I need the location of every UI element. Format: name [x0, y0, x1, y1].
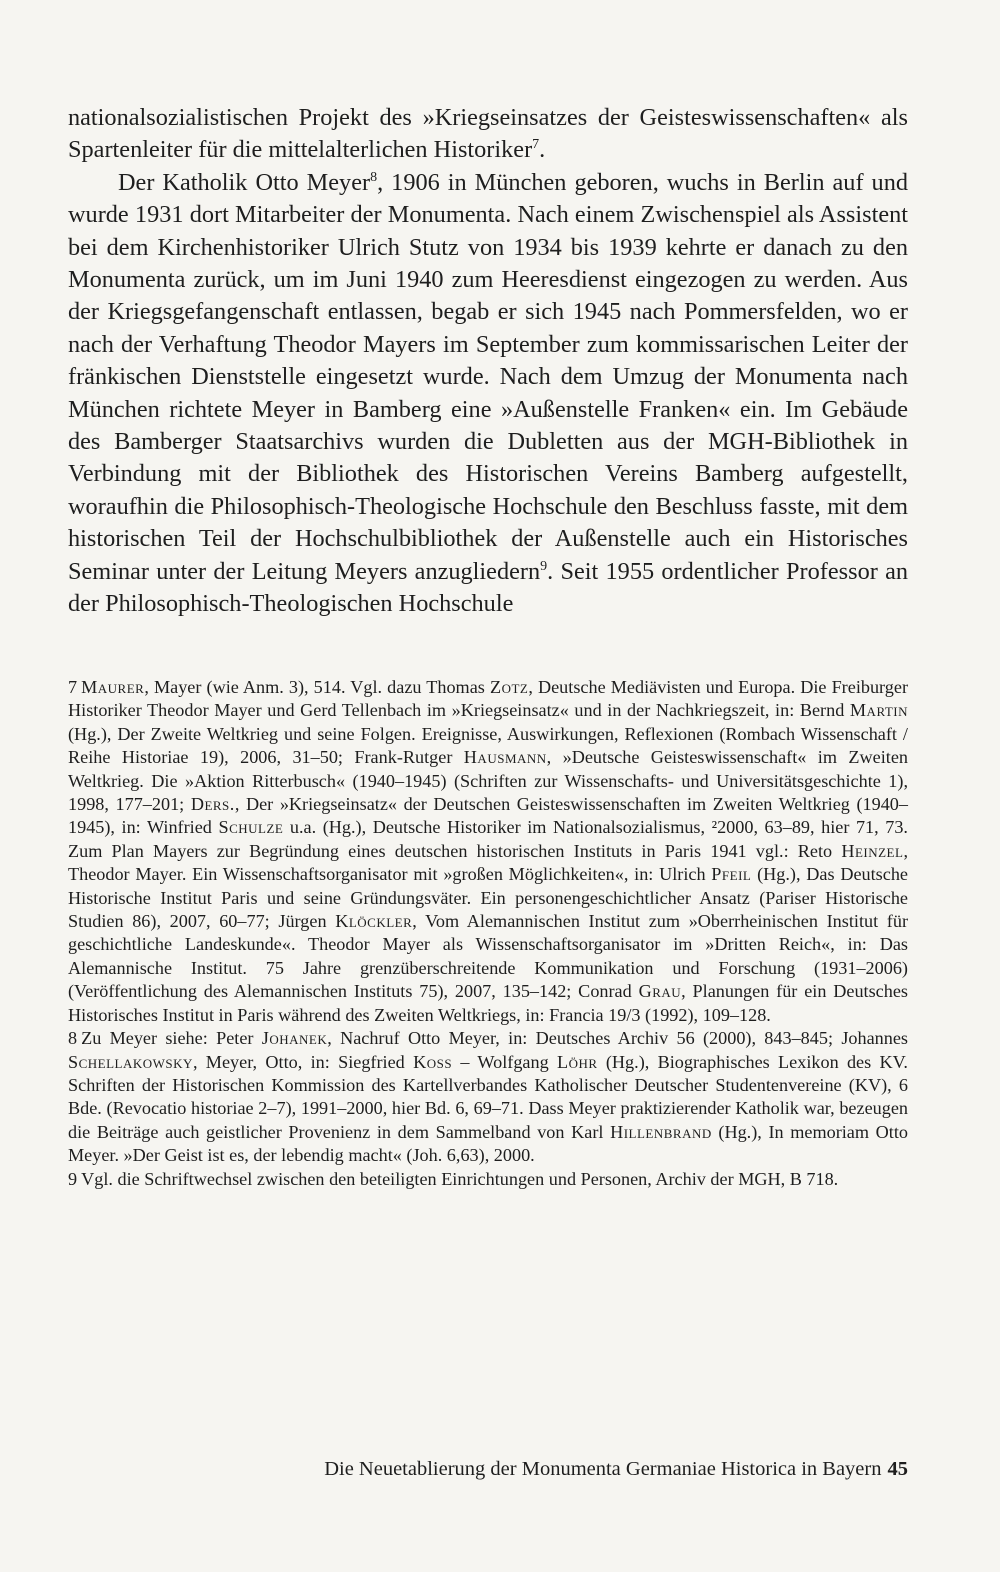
- author-name: Schellakowsky: [68, 1051, 193, 1072]
- footnote-reference-8[interactable]: 8: [370, 169, 378, 185]
- footnote-text: (Hg.), In memoriam Otto Meyer. »Der Geist ist es, der lebendig macht« (Joh. 6,63), 2000.: [68, 1121, 908, 1166]
- footnote-number: 7: [68, 677, 78, 697]
- footnote-text: , Mayer (wie Anm. 3), 514. Vgl. dazu Thomas: [144, 677, 490, 697]
- footnote-text: Zu Meyer siehe: Peter: [81, 1028, 262, 1049]
- book-page: [68, 102, 908, 1502]
- footnote-9: [68, 1168, 908, 1191]
- footnote-8: [68, 1027, 908, 1167]
- footnote-text: , Meyer, Otto, in: Siegfried: [192, 1051, 414, 1072]
- footnote-text: – Wolfgang: [452, 1051, 557, 1072]
- footnote-reference-9[interactable]: 9: [540, 558, 548, 574]
- footnote-text: , Vom Alemannischen Institut zum »Oberrheinischen Institut für geschichtliche Landeskunde«. Theodor Mayer als Wissenschaftsorganisator im »Dritten Reich«, in: Das Alemannische Institut. 75 Jahre grenzüberschreitende Kommunikation und Forschung (1931–2006) (Veröffentlichung des Alemannischen Instituts 75), 2007, 135–142; Conrad: [68, 911, 908, 1002]
- footnote-text: , Theodor Mayer. Ein Wissenschaftsorganisator mit »großen Möglichkeiten«, in: Ulrich: [68, 840, 908, 885]
- footnote-text: , »Deutsche Geisteswissenschaft« im Zweiten Weltkrieg. Die »Aktion Ritterbusch« (1940–1945) (Schriften zur Wissenschafts- und Universitätsgeschichte 1), 1998, 177–201;: [68, 747, 908, 815]
- running-footer: [68, 1458, 908, 1481]
- author-name: Maurer: [81, 677, 145, 697]
- running-title: Die Neuetablierung der Monumenta Germaniae Historica in Bayern: [324, 1458, 882, 1480]
- footnote-text: (Hg.), Der Zweite Weltkrieg und seine Folgen. Ereignisse, Auswirkungen, Reflexionen (Rombach Wissenschaft / Reihe Historiae 19), 2006, 31–50; Frank-Rutger: [68, 723, 908, 768]
- footnote-text: (Hg.), Das Deutsche Historische Institut Paris und seine Gründungsväter. Ein personengeschichtlicher Ansatz (Pariser Historische Studien 86), 2007, 60–77; Jürgen: [68, 864, 908, 932]
- author-name: Johanek: [261, 1028, 328, 1049]
- author-name: Grau: [638, 981, 682, 1002]
- footnote-number: 9: [68, 1168, 78, 1189]
- paragraph-1: nationalsozialistischen Projekt des »Kriegseinsatzes der Geisteswissenschaften« als Spartenleiter für die mittelalterlichen Historiker$^7$.: [68, 104, 908, 164]
- main-text: [68, 102, 908, 621]
- footnote-number: 8: [68, 1028, 78, 1049]
- footnote-text: , Deutsche Mediävisten und Europa. Die Freiburger Historiker Theodor Mayer und Gerd Tellenbach im »Kriegseinsatz« und in der Nachkriegszeit, in: Bernd: [68, 677, 909, 721]
- footnote-7: [68, 676, 908, 1027]
- footnote-text: u.a. (Hg.), Deutsche Historiker im Nationalsozialismus, ²2000, 63–89, hier 71, 73. Zum Plan Mayers zur Begründung eines deutschen historischen Instituts in Paris 1941 vgl.: Reto: [68, 817, 908, 861]
- author-name: Hillenbrand: [610, 1121, 712, 1142]
- footnote-text: (Hg.), Biographisches Lexikon des KV. Schriften der Historischen Kommission des Kartellverbandes Katholischer Deutscher Studentenvereine (KV), 6 Bde. (Revocatio historiae 2–7), 1991–2000, hier Bd. 6, 69–71. Dass Meyer praktizierender Katholik war, bezeugen die Beiträge auch geistlicher Provenienz in dem Sammelband von Karl: [68, 1051, 908, 1142]
- page-number: 45: [887, 1458, 908, 1480]
- author-name: Heinzel: [841, 840, 904, 861]
- author-name: Hausmann: [463, 747, 547, 768]
- footnote-text: , Planungen für ein Deutsches Historisches Institut in Paris während des Zweiten Weltkriegs, in: Francia 19/3 (1992), 109–128.: [68, 981, 908, 1025]
- footnote-text: Vgl. die Schriftwechsel zwischen den beteiligten Einrichtungen und Personen, Archiv der MGH, B 718.: [81, 1168, 839, 1189]
- footnotes-section: [68, 676, 908, 1191]
- footnote-text: , Der »Kriegseinsatz« der Deutschen Geisteswissenschaften im Zweiten Weltkrieg (1940–1945), in: Winfried: [68, 794, 908, 838]
- author-name: Koss: [413, 1051, 453, 1072]
- author-name: Pfeil: [711, 864, 752, 885]
- author-name: Zotz: [489, 677, 529, 697]
- author-name: Löhr: [557, 1051, 598, 1072]
- author-name: Schulze: [218, 817, 284, 838]
- footnote-text: , Nachruf Otto Meyer, in: Deutsches Archiv 56 (2000), 843–845; Johannes: [327, 1028, 908, 1049]
- footnote-reference-7[interactable]: 7: [532, 137, 540, 153]
- author-name: Klöckler: [335, 911, 413, 932]
- author-name: Ders.: [190, 794, 235, 815]
- paragraph-2: Der Katholik Otto Meyer$^8$, 1906 in München geboren, wuchs in Berlin auf und wurde 1931 dort Mitarbeiter der Monumenta. Nach einem Zwischenspiel als Assistent bei dem Kirchenhistoriker Ulrich Stutz von 1934 bis 1939 kehrte er danach zu den Monumenta zurück, um im Juni 1940 zum Heeresdienst eingezogen zu werden. Aus der Kriegsgefangenschaft entlassen, begab er sich 1945 nach Pommersfelden, wo er nach der Verhaftung Theodor Mayers im September zum kommissarischen Leiter der fränkischen Dienststelle eingesetzt wurde. Nach dem Umzug der Monumenta nach München richtete Meyer in Bamberg eine »Außenstelle Franken« ein. Im Gebäude des Bamberger Staatsarchivs wurden die Dubletten aus der MGH-Bibliothek in Verbindung mit der Bibliothek des Historischen Vereins Bamberg aufgestellt, woraufhin die Philosophisch-Theologische Hochschule den Beschluss fasste, mit dem historischen Teil der Hochschulbibliothek der Außenstelle auch ein Historisches Seminar unter der Leitung Meyers anzugliedern$^9$. Seit 1955 ordentlicher Professor an der Philosophisch-Theologischen Hochschule: [68, 168, 909, 618]
- author-name: Martin: [849, 700, 908, 721]
